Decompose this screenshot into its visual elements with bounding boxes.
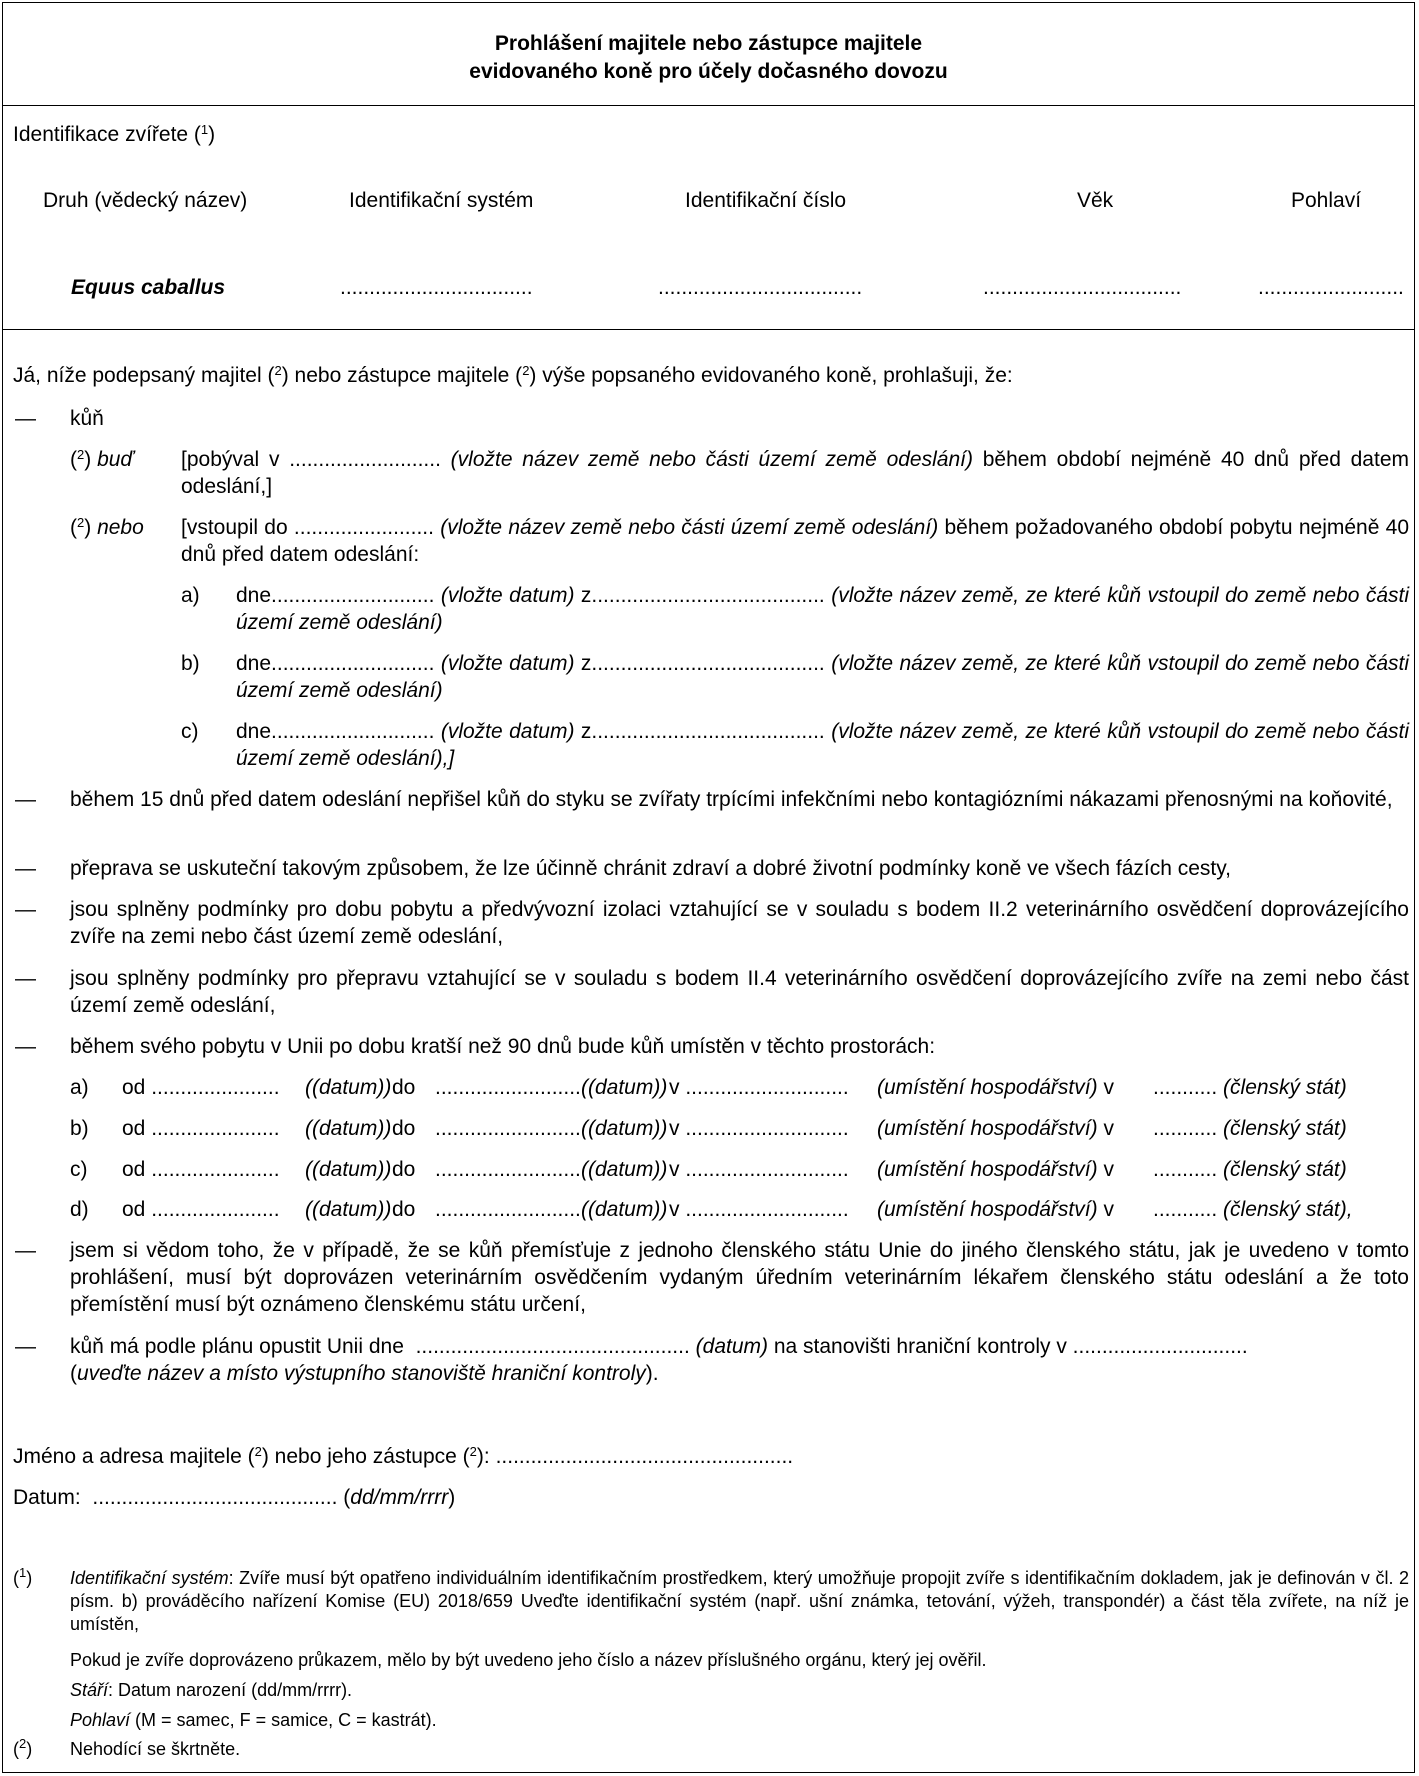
footnote-1-text: Identifikační systém: Zvíře musí být opatřeno individuálním identifikačním prostředkem, který umožňuje propojit zvíře s identifikačním dokladem, jak je definován v čl. 2 písm. b) prováděcího nařízení Komise (EU) 2018/659 Uveďte identifikační systém (např. ušní známka, tetování, výžeh, transpondér) a část těla zvířete, na níž je umístěn, bbox=[70, 1568, 1409, 1634]
id-system-blank: ................................. bbox=[340, 276, 533, 299]
footnote-2-text: Nehodící se škrtněte. bbox=[70, 1739, 241, 1759]
id-number-blank: ................................... bbox=[658, 276, 863, 299]
option-either-text: [pobýval v .......................... (vložte název země nebo části území země odeslání) během období nejméně 40 dnů před datem odeslání,] bbox=[181, 448, 1409, 498]
declaration-section bbox=[3, 330, 1414, 1774]
entry-letter: a) bbox=[181, 584, 200, 607]
title-section bbox=[3, 3, 1414, 106]
bullet-transport: přeprava se uskuteční takovým způsobem, že lze účinně chránit zdraví a dobré životní podmínky koně ve všech fázích cesty, bbox=[70, 857, 1232, 880]
bullet-dash: — bbox=[15, 857, 36, 880]
stay-place: (umístění hospodářství) v bbox=[877, 1198, 1114, 1221]
footnote-1-age: Stáří: Datum narození (dd/mm/rrrr). bbox=[70, 1680, 353, 1700]
stay-from: od ...................... bbox=[122, 1198, 280, 1221]
stay-date-label: ((datum)) bbox=[305, 1117, 392, 1140]
stay-from: od ...................... bbox=[122, 1158, 280, 1181]
stay-date-label: ((datum)) bbox=[305, 1198, 392, 1221]
date-line: Datum: .......................................... (dd/mm/rrrr) bbox=[13, 1486, 456, 1509]
entry-letter: b) bbox=[181, 652, 200, 675]
stay-place: (umístění hospodářství) v bbox=[877, 1076, 1114, 1099]
bullet-awareness: jsem si vědom toho, že v případě, že se kůň přemísťuje z jednoho členského státu Unie do jiného členského státu, jak je uvedeno v tomto prohlášení, musí být doprovázen veterinárním osvědčením vydaným úředním veterinárním lékařem členského státu odeslání a že toto přemístění musí být oznámeno členskému státu určení, bbox=[70, 1239, 1409, 1316]
stay-place: (umístění hospodářství) v bbox=[877, 1117, 1114, 1140]
stay-to-blank: ......................... bbox=[435, 1198, 581, 1221]
owner-name-line: Jméno a adresa majitele ($^2$) nebo jeho zástupce ($^2$): ................................................... bbox=[13, 1444, 794, 1468]
stay-at: v ............................ bbox=[669, 1198, 849, 1221]
column-id-system: Identifikační systém bbox=[349, 189, 534, 212]
stay-date-label: ((datum)) bbox=[305, 1158, 392, 1181]
bullet-dash: — bbox=[15, 1335, 36, 1358]
stay-state: ........... (členský stát) bbox=[1153, 1076, 1347, 1099]
stay-to: do bbox=[392, 1158, 416, 1181]
bullet-dash: — bbox=[15, 898, 36, 921]
column-age: Věk bbox=[1077, 189, 1114, 212]
stay-date-label: ((datum)) bbox=[581, 1158, 668, 1181]
bullet-transport-conditions: jsou splněny podmínky pro přepravu vztahující se v souladu s bodem II.4 veterinárního osvědčení doprovázejícího zvíře na zemi nebo část území země odeslání, bbox=[70, 967, 1409, 1017]
option-or-label: ($^2$) nebo bbox=[70, 515, 144, 539]
stay-letter: b) bbox=[70, 1117, 89, 1140]
stay-date-label: ((datum)) bbox=[581, 1198, 668, 1221]
stay-state: ........... (členský stát) bbox=[1153, 1158, 1347, 1181]
stay-to-blank: ......................... bbox=[435, 1076, 581, 1099]
stay-to: do bbox=[392, 1076, 416, 1099]
bullet-dash: — bbox=[15, 407, 36, 430]
stay-at: v ............................ bbox=[669, 1076, 849, 1099]
stay-to: do bbox=[392, 1117, 416, 1140]
bullet-dash: — bbox=[15, 967, 36, 990]
stay-at: v ............................ bbox=[669, 1117, 849, 1140]
entry-text: dne............................ (vložte datum) z........................................ (vložte název země, ze které kůň vstoupil do země nebo části území země odeslání),] bbox=[236, 720, 1409, 770]
stay-date-label: ((datum)) bbox=[581, 1117, 668, 1140]
title-line-2: evidovaného koně pro účely dočasného dovozu bbox=[469, 60, 948, 83]
form-title bbox=[3, 30, 1414, 86]
stay-state: ........... (členský stát) bbox=[1153, 1117, 1347, 1140]
column-id-number: Identifikační číslo bbox=[685, 189, 847, 212]
footnote-2-ref: ($^2$) bbox=[13, 1736, 33, 1759]
stay-place: (umístění hospodářství) v bbox=[877, 1158, 1114, 1181]
entry-letter: c) bbox=[181, 720, 199, 743]
footnote-1-passport: Pokud je zvíře doprovázeno průkazem, mělo by být uvedeno jeho číslo a název příslušného orgánu, který jej ověřil. bbox=[70, 1650, 987, 1670]
stay-date-label: ((datum)) bbox=[581, 1076, 668, 1099]
species-value: Equus caballus bbox=[71, 276, 226, 299]
bullet-exit-line1: kůň má podle plánu opustit Unii dne ............................................... (datum) na stanovišti hraniční kontroly v .............................. bbox=[70, 1335, 1248, 1358]
stay-letter: a) bbox=[70, 1076, 89, 1099]
declaration-intro: Já, níže podepsaný majitel ($^2$) nebo zástupce majitele ($^2$) výše popsaného evidovaného koně, prohlašuji, že: bbox=[13, 363, 1013, 387]
stay-state: ........... (členský stát), bbox=[1153, 1198, 1353, 1221]
identification-section bbox=[3, 106, 1414, 330]
stay-to-blank: ......................... bbox=[435, 1117, 581, 1140]
stay-letter: c) bbox=[70, 1158, 88, 1181]
option-or-text: [vstoupil do ........................ (vložte název země nebo části území země odeslání) během požadovaného období pobytu nejméně 40 dnů před datem odeslání: bbox=[181, 516, 1410, 566]
stay-at: v ............................ bbox=[669, 1158, 849, 1181]
identification-heading: Identifikace zvířete ($^1$) bbox=[13, 122, 216, 146]
stay-to-blank: ......................... bbox=[435, 1158, 581, 1181]
bullet-dash: — bbox=[15, 1239, 36, 1262]
entry-text: dne............................ (vložte datum) z........................................ (vložte název země, ze které kůň vstoupil do země nebo části území země odeslání) bbox=[236, 584, 1409, 634]
footnote-1-ref: ($^1$) bbox=[13, 1565, 33, 1588]
horse-label: kůň bbox=[70, 407, 104, 430]
age-blank: .................................. bbox=[983, 276, 1182, 299]
footnote-1-sex: Pohlaví (M = samec, F = samice, C = kastrát). bbox=[70, 1710, 437, 1730]
bullet-no-contact: během 15 dnů před datem odeslání nepřišel kůň do styku se zvířaty trpícími infekčními nebo kontagiózními nákazami přenosnými na koňovité, bbox=[70, 788, 1393, 811]
option-either-label: ($^2$) buď bbox=[70, 447, 134, 471]
declaration-form bbox=[2, 2, 1415, 1773]
sex-blank: ......................... bbox=[1258, 276, 1404, 299]
bullet-isolation: jsou splněny podmínky pro dobu pobytu a předvývozní izolaci vztahující se v souladu s bodem II.2 veterinárního osvědčení doprovázejícího zvíře na zemi nebo část území země odeslání, bbox=[70, 898, 1409, 948]
stay-date-label: ((datum)) bbox=[305, 1076, 392, 1099]
stay-to: do bbox=[392, 1198, 416, 1221]
bullet-stay: během svého pobytu v Unii po dobu kratší než 90 dnů bude kůň umístěn v těchto prostorách: bbox=[70, 1035, 936, 1058]
stay-letter: d) bbox=[70, 1198, 89, 1221]
entry-text: dne............................ (vložte datum) z........................................ (vložte název země, ze které kůň vstoupil do země nebo části území země odeslání) bbox=[236, 652, 1409, 702]
bullet-dash: — bbox=[15, 1035, 36, 1058]
bullet-exit-line2: (uveďte název a místo výstupního stanoviště hraniční kontroly). bbox=[70, 1362, 659, 1385]
column-species: Druh (vědecký název) bbox=[43, 189, 248, 212]
stay-from: od ...................... bbox=[122, 1117, 280, 1140]
column-sex: Pohlaví bbox=[1291, 189, 1362, 212]
title-line-1: Prohlášení majitele nebo zástupce majitele bbox=[494, 32, 923, 55]
stay-from: od ...................... bbox=[122, 1076, 280, 1099]
bullet-dash: — bbox=[15, 788, 36, 811]
